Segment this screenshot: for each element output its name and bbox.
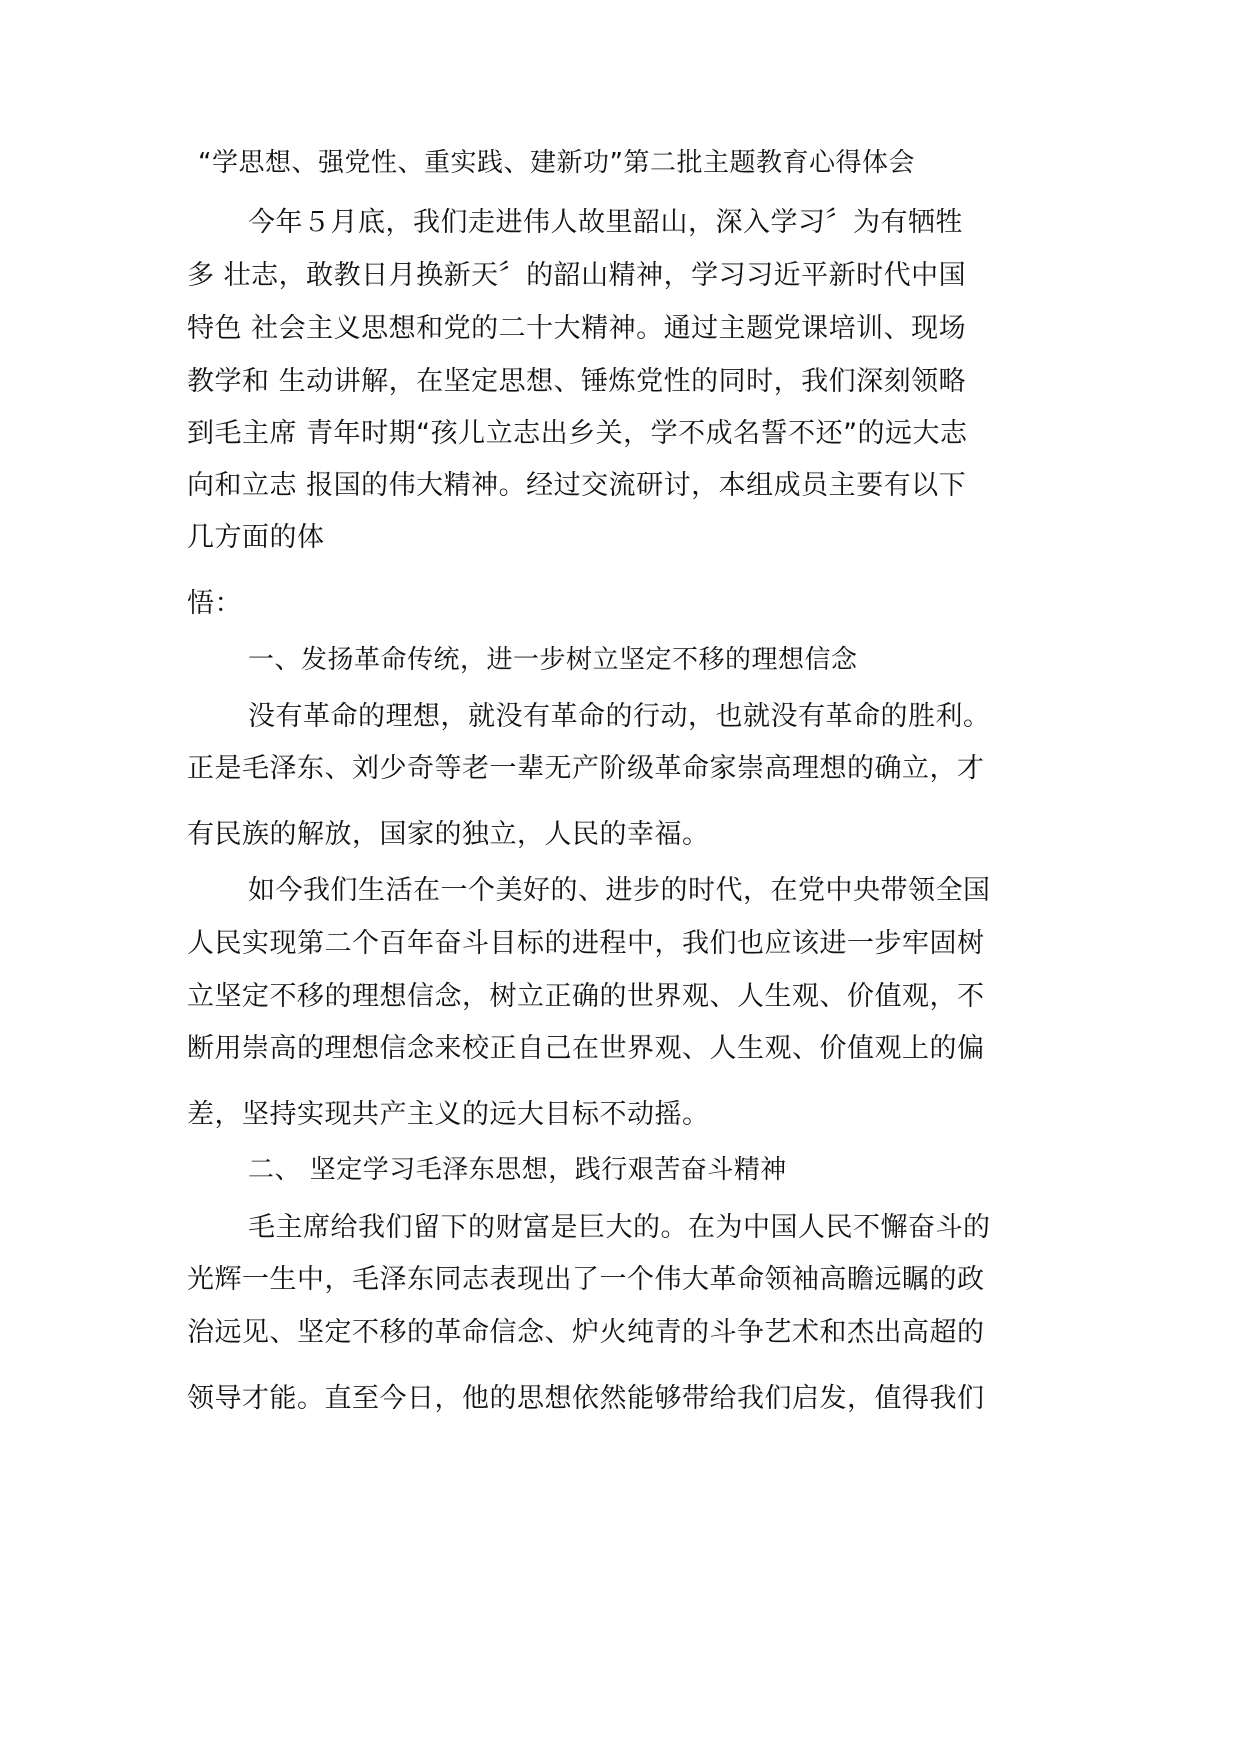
paragraph-line: 今年５月底，我们走进伟人故里韶山，深入学习〞为有牺牲 xyxy=(248,207,963,238)
paragraph-line: 领导才能。直至今日，他的思想依然能够带给我们启发，值得我们 xyxy=(187,1383,985,1414)
section-heading: 二、 坚定学习毛泽东思想，践行艰苦奋斗精神 xyxy=(248,1155,787,1185)
paragraph-line: 人民实现第二个百年奋斗目标的进程中，我们也应该进一步牢固树 xyxy=(187,928,985,959)
paragraph-line: 正是毛泽东、刘少奇等老一辈无产阶级革命家崇高理想的确立，才 xyxy=(187,753,985,784)
paragraph-line: 光辉一生中，毛泽东同志表现出了一个伟大革命领袖高瞻远瞩的政 xyxy=(187,1264,985,1295)
document-title: “学思想、强党性、重实践、建新功”第二批主题教育心得体会 xyxy=(198,148,915,178)
paragraph-line: 有民族的解放，国家的独立，人民的幸福。 xyxy=(187,819,710,850)
paragraph-line: 如今我们生活在一个美好的、进步的时代，在党中央带领全国 xyxy=(248,875,991,906)
paragraph-line: 特色 社会主义思想和党的二十大精神。通过主题党课培训、现场 xyxy=(187,313,967,344)
paragraph-line: 到毛主席 青年时期“孩儿立志出乡关，学不成名誓不还”的远大志 xyxy=(187,418,968,449)
paragraph-line: 立坚定不移的理想信念，树立正确的世界观、人生观、价值观，不 xyxy=(187,981,985,1012)
paragraph-line: 治远见、坚定不移的革命信念、炉火纯青的斗争艺术和杰出高超的 xyxy=(187,1317,985,1348)
paragraph-line: 几方面的体 xyxy=(187,522,325,553)
section-heading: 一、发扬革命传统，进一步树立坚定不移的理想信念 xyxy=(248,645,858,675)
paragraph-line: 毛主席给我们留下的财富是巨大的。在为中国人民不懈奋斗的 xyxy=(248,1212,991,1243)
paragraph-line: 断用崇高的理想信念来校正自己在世界观、人生观、价值观上的偏 xyxy=(187,1033,985,1064)
paragraph-line: 悟： xyxy=(187,588,242,619)
paragraph-line: 向和立志 报国的伟大精神。经过交流研讨，本组成员主要有以下 xyxy=(187,470,967,501)
paragraph-line: 没有革命的理想，就没有革命的行动，也就没有革命的胜利。 xyxy=(248,701,991,732)
paragraph-line: 教学和 生动讲解，在坚定思想、锤炼党性的同时，我们深刻领略 xyxy=(187,366,967,397)
paragraph-line: 多 壮志，敢教日月换新天〞的韶山精神，学习习近平新时代中国 xyxy=(187,260,967,291)
paragraph-line: 差，坚持实现共产主义的远大目标不动摇。 xyxy=(187,1099,710,1130)
